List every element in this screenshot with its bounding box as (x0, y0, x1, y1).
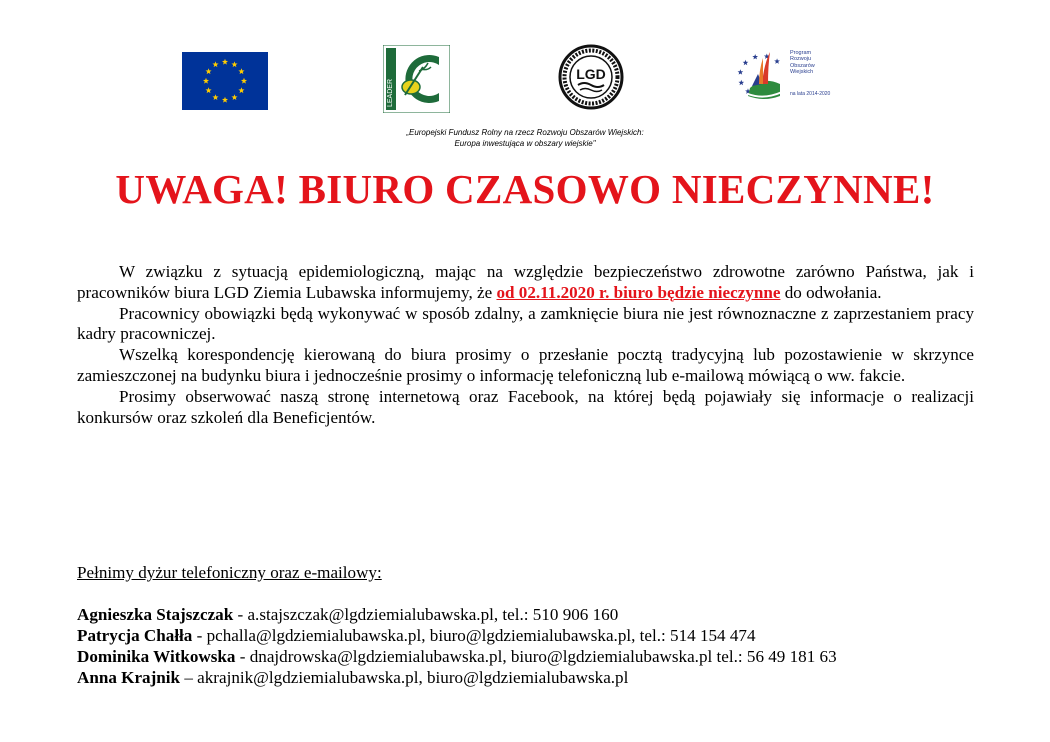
paragraph-3: Wszelką korespondencję kierowaną do biura prosimy o przesłanie pocztą tradycyjną lub pozostawienie w skrzynce zamieszczonej na budynku biura i jednocześnie prosimy o informację telefoniczną lub e-mailową mówiącą o ww. fakcie. (77, 345, 974, 385)
contact-row (77, 625, 1007, 646)
prow-star-icon (752, 54, 758, 59)
svg-text:LGD: LGD (576, 66, 606, 82)
paragraph-1-start: W związku z sytuacją epidemiologiczną, mając na względzie bezpieczeństwo zdrowotne zarówno Państwa, jak i pracowników biura LGD Ziemia Lubawska informujemy, że (77, 262, 974, 302)
page-title: UWAGA! BIURO CZASOWO NIECZYNNE! (115, 166, 935, 212)
prow-star-icon (743, 60, 749, 65)
funding-caption (0, 127, 1050, 149)
prow-line-2: Rozwoju (790, 56, 812, 63)
prow-line-3: Obszarów (790, 62, 815, 69)
prow-star-icon (738, 80, 744, 85)
svg-text:LEADER: LEADER (387, 78, 394, 107)
contact-row (77, 646, 1007, 667)
paragraph-4: Prosimy obserwować naszą stronę internetową oraz Facebook, na której będą pojawiały się informacje o realizacji konkursów oraz szkoleń dla Beneficjentów. (77, 386, 974, 427)
prow-line-1: Program (790, 50, 812, 56)
prow-star-icon (738, 69, 744, 74)
contact-row (77, 604, 1007, 625)
contacts-heading: Pełnimy dyżur telefoniczny oraz e-mailowy: (77, 563, 382, 582)
contact-name: Anna Krajnik (77, 668, 181, 687)
contact-name: Dominika Witkowska (77, 647, 236, 666)
prow-years: na lata 2014-2020 (790, 91, 831, 97)
contacts-list (77, 604, 1007, 688)
contact-details[interactable]: - pchalla@lgdziemialubawska.pl, biuro@lgdziemialubawska.pl, tel.: 514 154 474 (192, 626, 756, 645)
prow-logo-icon (732, 44, 842, 106)
contact-details[interactable]: - a.stajszczak@lgdziemialubawska.pl, tel.: 510 906 160 (233, 605, 619, 624)
closure-date-highlight: od 02.11.2020 r. biuro będzie nieczynne (496, 282, 781, 302)
prow-line-4: Wiejskich (790, 69, 814, 76)
contact-details[interactable]: – akrajnik@lgdziemialubawska.pl, biuro@lgdziemialubawska.pl (180, 668, 629, 687)
contact-name: Agnieszka Stajszczak (77, 605, 234, 624)
contact-row (77, 667, 1007, 688)
announcement-body (77, 262, 974, 428)
contact-name: Patrycja Chałła (77, 626, 193, 645)
funding-line-2: Europa inwestująca w obszary wiejskie" (454, 139, 596, 148)
lgd-ziemia-lubawska-logo-icon (558, 44, 624, 110)
prow-star-icon (774, 58, 780, 63)
leader-logo-icon (383, 45, 450, 113)
eu-flag-icon (182, 52, 268, 110)
prow-wordmark (790, 50, 815, 76)
contact-details[interactable]: - dnajdrowska@lgdziemialubawska.pl, biuro@lgdziemialubawska.pl tel.: 56 49 181 63 (235, 647, 837, 666)
paragraph-1 (77, 262, 974, 304)
paragraph-2: Pracownicy obowiązki będą wykonywać w sposób zdalny, a zamknięcie biura nie jest równoznaczne z zaprzestaniem pracy kadry pracowniczej. (77, 303, 974, 344)
paragraph-1-end: do odwołania. (780, 282, 882, 302)
funding-line-1: „Europejski Fundusz Rolny na rzecz Rozwoju Obszarów Wiejskich: (406, 128, 644, 137)
